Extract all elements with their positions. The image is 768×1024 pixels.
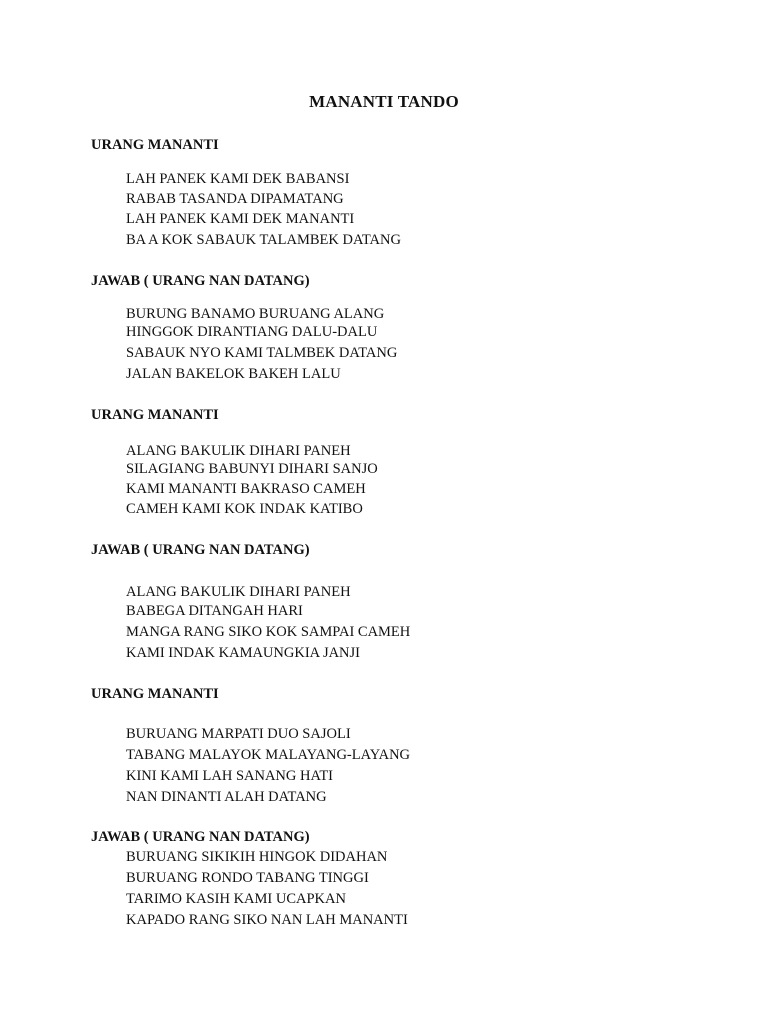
- verse-line: NAN DINANTI ALAH DATANG: [126, 789, 327, 805]
- section-heading: URANG MANANTI: [91, 407, 219, 423]
- verse-line: BA A KOK SABAUK TALAMBEK DATANG: [126, 232, 401, 248]
- section-heading: JAWAB ( URANG NAN DATANG): [91, 542, 310, 558]
- verse-line: BURUNG BANAMO BURUANG ALANG: [126, 306, 385, 322]
- verse-line: SABAUK NYO KAMI TALMBEK DATANG: [126, 345, 398, 361]
- verse-line: HINGGOK DIRANTIANG DALU-DALU: [126, 324, 378, 340]
- verse-line: BABEGA DITANGAH HARI: [126, 603, 303, 619]
- section-heading: JAWAB ( URANG NAN DATANG): [91, 273, 310, 289]
- verse-line: BURUANG SIKIKIH HINGOK DIDAHAN: [126, 849, 388, 865]
- verse-line: BURUANG RONDO TABANG TINGGI: [126, 870, 369, 886]
- verse-line: RABAB TASANDA DIPAMATANG: [126, 191, 344, 207]
- page-title: MANANTI TANDO: [309, 92, 459, 111]
- verse-line: ALANG BAKULIK DIHARI PANEH: [126, 584, 351, 600]
- verse-line: LAH PANEK KAMI DEK BABANSI: [126, 171, 350, 187]
- verse-line: TABANG MALAYOK MALAYANG-LAYANG: [126, 747, 411, 763]
- verse-line: TARIMO KASIH KAMI UCAPKAN: [126, 891, 346, 907]
- verse-line: BURUANG MARPATI DUO SAJOLI: [126, 726, 351, 742]
- verse-line: KAMI MANANTI BAKRASO CAMEH: [126, 481, 366, 497]
- verse-line: JALAN BAKELOK BAKEH LALU: [126, 366, 341, 382]
- verse-line: KINI KAMI LAH SANANG HATI: [126, 768, 334, 784]
- section-heading: JAWAB ( URANG NAN DATANG): [91, 829, 310, 845]
- section-heading: URANG MANANTI: [91, 686, 219, 702]
- section-heading: URANG MANANTI: [91, 137, 219, 153]
- verse-line: KAPADO RANG SIKO NAN LAH MANANTI: [126, 912, 408, 928]
- verse-line: MANGA RANG SIKO KOK SAMPAI CAMEH: [126, 624, 411, 640]
- verse-line: LAH PANEK KAMI DEK MANANTI: [126, 211, 355, 227]
- verse-line: ALANG BAKULIK DIHARI PANEH: [126, 443, 351, 459]
- verse-line: CAMEH KAMI KOK INDAK KATIBO: [126, 501, 363, 517]
- verse-line: SILAGIANG BABUNYI DIHARI SANJO: [126, 461, 378, 477]
- verse-line: KAMI INDAK KAMAUNGKIA JANJI: [126, 645, 361, 661]
